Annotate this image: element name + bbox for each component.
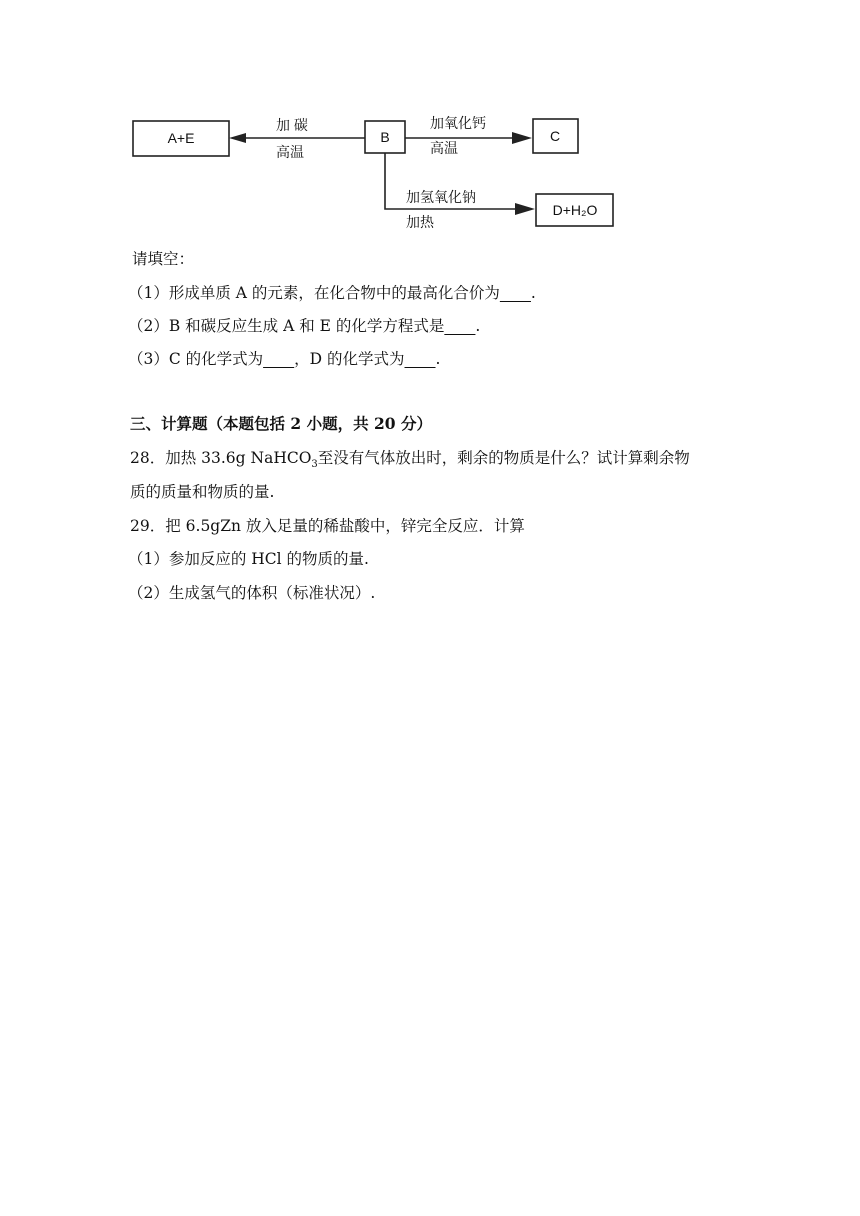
problem-29-question-1: （1）参加反应的 HCl 的物质的量. [128,550,369,568]
arrow-left-top-label: 加 碳 [276,117,308,133]
problem-28 [130,448,690,475]
arrow-down-top-label: 加氢氧化钠 [406,189,476,205]
answer-blank: ____ [404,350,436,368]
question-3 [128,349,440,369]
problem-29-question-2: （2）生成氢气的体积（标准状况）. [128,584,376,602]
problem-28-text-b: 至没有气体放出时，剩余的物质是什么？试计算剩余物 [317,449,690,467]
fill-prompt: 请填空： [132,250,195,268]
question-1-text: （1）形成单质 A 的元素，在化合物中的最高化合价为 [128,284,500,302]
problem-28-text-a: 28．加热 33.6g NaHCO [130,449,312,467]
question-2 [128,316,480,336]
arrowhead-right-d [515,203,535,215]
problem-29: 29．把 6.5gZn 放入足量的稀盐酸中，锌完全反应．计算 [130,517,525,535]
box-a-e-label: A+E [167,130,195,146]
arrow-right-top-label: 加氧化钙 [430,115,486,131]
question-2-end: . [475,317,481,335]
arrow-right-bottom-label: 高温 [430,140,458,156]
answer-blank: ____ [444,317,476,335]
box-d-label: D+H₂O [552,202,598,218]
question-1 [128,283,536,303]
question-2-text: （2）B 和碳反应生成 A 和 E 的化学方程式是 [128,317,445,335]
arrowhead-left [229,133,246,143]
box-c-label: C [549,128,561,144]
reaction-diagram [0,0,860,240]
question-3-end: . [435,350,441,368]
arrow-left-bottom-label: 高温 [276,144,304,160]
question-3-text-a: （3）C 的化学式为 [128,350,264,368]
arrowhead-right-c [512,132,532,144]
problem-28-line-2: 质的质量和物质的量. [130,483,275,501]
problem-28-subscript: 3 [311,459,318,471]
answer-blank: ____ [499,284,531,302]
answer-blank: ____ [263,350,295,368]
question-3-text-b: ，D 的化学式为 [294,350,405,368]
section-3-title: 三、计算题（本题包括 2 小题，共 20 分） [130,414,432,433]
arrow-down-bottom-label: 加热 [406,214,434,230]
box-b-label: B [380,129,390,145]
question-1-end: . [530,284,536,302]
